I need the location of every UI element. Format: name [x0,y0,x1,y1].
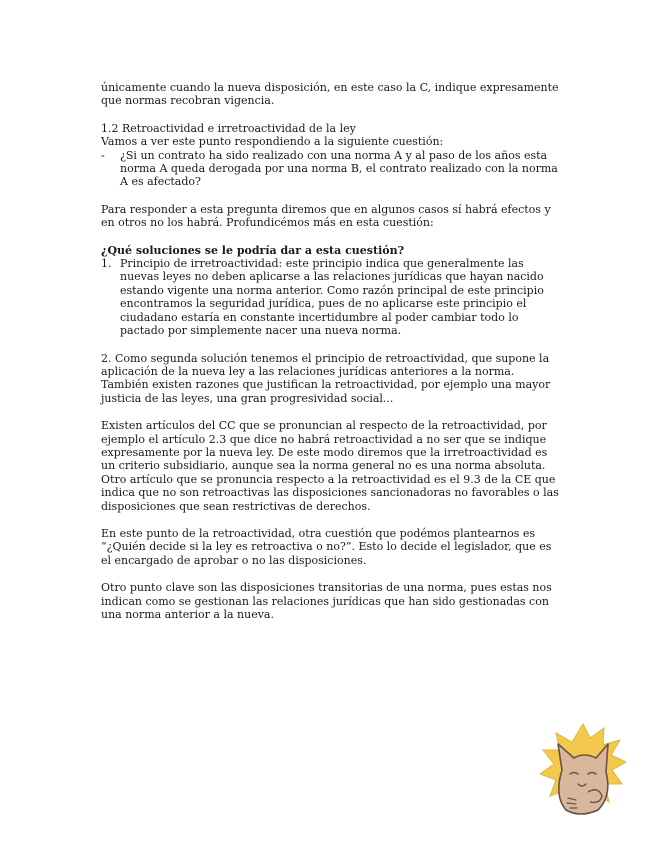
paragraph-articulos-cc: Existen artículos del CC que se pronuncian al respecto de la retroactividad, por ejemplo el artículo 2.3 que dice no habrá retroactividad a no ser que se indique expresamente por la nueva ley. De este modo diremos que la irretroactividad es un criterio subsidiario, aunque sea la norma general no es una norma absoluta. [101,419,548,473]
document-body [101,81,561,621]
paragraph-articulo-ce: Otro artículo que se pronuncia respecto a la retroactividad es el 9.3 de la CE que indica que no son retroactivas las disposiciones sancionadoras no favorables o las disposiciones que sean restrictivas de derechos. [101,472,559,513]
dash-list [101,149,561,189]
dash-marker: - [101,148,105,162]
section-title: 1.2 Retroactividad e irretroactividad de la ley [101,121,356,135]
paragraph-retroactividad: 2. Como segunda solución tenemos el principio de retroactividad, que supone la aplicación de la nueva ley a las relaciones jurídicas anteriores a la norma. También existen razones que justifican la retroactividad, por ejemplo una mayor justicia de las leyes, una gran progresividad social... [101,351,551,405]
list-item [101,149,561,189]
paragraph-answer: Para responder a esta pregunta diremos que en algunos casos sí habrá efectos y en otros no los habrá. Profundicémos más en esta cuestión: [101,202,551,230]
paragraph-disposiciones-transitorias: Otro punto clave son las disposiciones transitorias de una norma, pues estas nos indican como se gestionan las relaciones jurídicas que han sido gestionadas con una norma anterior a la nueva. [101,581,552,621]
list-item-text: ¿Si un contrato ha sido realizado con una norma A y al paso de los años esta norma A queda derogada por una norma B, el contrato realizado con la norma A es afectado? [120,148,558,189]
list-item-text: Principio de irretroactividad: este principio indica que generalmente las nuevas leyes no deben aplicarse a las relaciones jurídicas que hayan nacido estando vigente una norma anterior. Como razón principal de este principio encontramos la seguridad jurídica, pues de no aplicarse este principio el ciudadano estaría en constante incertidumbre al poder cambiar todo lo pactado por simplemente nacer una nueva norma. [120,257,544,338]
paragraph-intro: únicamente cuando la nueva disposición, en este caso la C, indique expresamente que normas recobran vigencia. [101,81,559,108]
numbered-list [101,257,561,337]
cat-body [558,744,608,814]
cat-paw [588,790,602,803]
bold-question-heading: ¿Qué soluciones se le podría dar a esta cuestión? [101,243,405,257]
paragraph-question-lead: Vamos a ver este punto respondiendo a la siguiente cuestión: [101,135,444,149]
cat-sticker-icon [540,722,626,818]
list-item [101,257,561,337]
paragraph-legislador: En este punto de la retroactividad, otra cuestión que podémos plantearnos es “¿Quién decide si la ley es retroactiva o no?”. Esto lo decide el legislador, que es el encargado de aprobar o no las disposiciones. [101,526,552,567]
number-marker: 1. [101,257,112,271]
